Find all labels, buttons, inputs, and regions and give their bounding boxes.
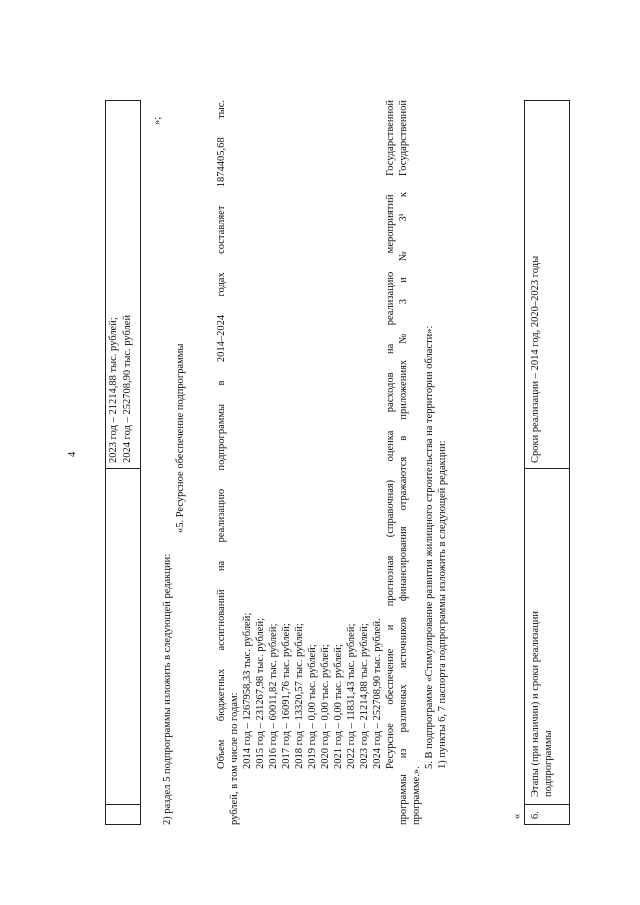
paragraph-resources-end: программе.». (411, 766, 422, 825)
table-cell-line: 2023 год – 21214,88 тыс. рублей; (108, 317, 119, 463)
table-divider (106, 804, 140, 805)
year-line: 2020 год – 0,00 тыс. рублей; (320, 644, 331, 769)
year-line: 2015 год – 231267,98 тыс. рублей; (255, 617, 266, 769)
item-2: 2) раздел 5 подпрограммы изложить в следующей редакции: (162, 553, 173, 825)
year-line: 2016 год – 60011,82 тыс. рублей; (268, 623, 279, 769)
item-5: 5. В подпрограмме «Стимулирование развития жилищного строительства на территории области»: (424, 325, 435, 769)
table-divider (525, 804, 569, 805)
table-divider (525, 468, 569, 469)
row-label: Этапы (при наличии) и сроки реализации (530, 610, 541, 797)
year-line: 2018 год – 13320,57 тыс. рублей; (294, 623, 305, 769)
table-divider (106, 468, 140, 469)
year-line: 2021 год – 0,00 тыс. рублей; (333, 644, 344, 769)
row-value: Сроки реализации – 2014 год, 2020–2023 годы (530, 255, 541, 463)
page-number: 4 (67, 451, 78, 457)
year-line: 2014 год – 1267958,33 тыс. рублей; (242, 612, 253, 769)
paragraph-budget-cont: рублей, в том числе по годам: (229, 692, 240, 825)
table-cell-line: 2024 год – 252708,90 тыс. рублей (122, 314, 133, 463)
table-bottom-fragment (524, 100, 570, 825)
row-number: 6. (530, 811, 541, 819)
paragraph-resources-cont: программы из различных источников финансирования отражаются в приложениях № 3 и № 3¹ к Государственной (398, 100, 409, 825)
year-line: 2024 год – 252708,90 тыс. рублей. (372, 618, 383, 769)
year-line: 2022 год – 11831,43 тыс. рублей; (346, 623, 357, 769)
closing-quote: »; (152, 116, 163, 125)
row-label-cont: подпрограммы (543, 730, 554, 797)
year-line: 2017 год – 16091,76 тыс. рублей; (281, 623, 292, 769)
paragraph-budget: Объем бюджетных ассигнований на реализацию подпрограммы в 2014–2024 годах составляет 1874405,68 тыс. (216, 100, 227, 769)
year-line: 2023 год – 21214,88 тыс. рублей; (359, 623, 370, 769)
paragraph-resources: Ресурсное обеспечение и прогнозная (справочная) оценка расходов на реализацию мероприятий Государственной (385, 100, 396, 769)
table-top-fragment (105, 100, 141, 825)
section-title: «5. Ресурсное обеспечение подпрограммы (175, 343, 186, 533)
opening-quote: « (512, 813, 523, 819)
year-line: 2019 год – 0,00 тыс. рублей; (307, 644, 318, 769)
item-5-1: 1) пункты 6, 7 паспорта подпрограммы изложить в следующей редакции: (437, 440, 448, 769)
